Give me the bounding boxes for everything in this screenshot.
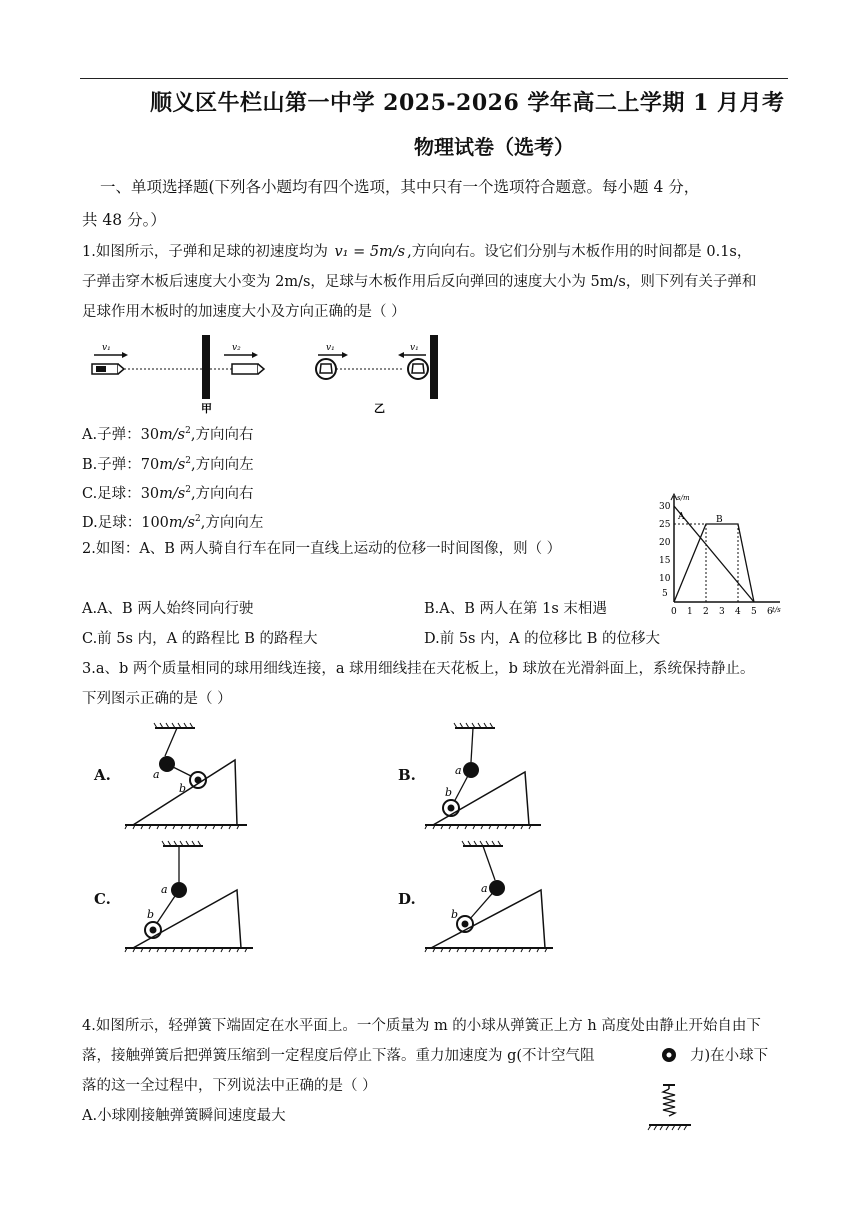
y-tick: 25 <box>659 520 671 530</box>
q2-st-graph <box>650 492 780 622</box>
v1-label: v₁ <box>410 343 419 353</box>
option-unit: m/s <box>159 456 186 473</box>
ball-b-label: b <box>147 908 155 921</box>
q4-option-a[interactable]: A.小球刚接触弹簧瞬间速度最大 <box>82 1108 286 1124</box>
q2-option-d[interactable]: D.前 5s 内，A 的位移比 B 的位移大 <box>424 631 661 647</box>
q3-fig-b <box>425 720 565 830</box>
section-heading: 一、单项选择题(下列各小题均有四个选项，其中只有一个选项符合题意。每小题 4 分， <box>100 178 700 196</box>
line-b <box>674 524 754 602</box>
q3-fig-c-label[interactable]: C. <box>94 890 111 908</box>
option-suffix: ,方向向右 <box>190 426 254 443</box>
q1-stem-part: 1.如图所示，子弹和足球的初速度均为 <box>82 244 328 260</box>
q1-stem-line1 <box>82 243 751 261</box>
q3-stem-line1: 3.a、b 两个质量相同的球用细线连接，a 球用细线挂在天花板上，b 球放在光滑斜面上，系统保持静止。 <box>82 661 755 677</box>
option-suffix: ,方向向左 <box>200 514 264 531</box>
q1-stem-part: ,方向向右。设它们分别与木板作用的时间都是 0.1s， <box>407 244 752 260</box>
q2-option-c[interactable]: C.前 5s 内，A 的路程比 B 的路程大 <box>82 631 318 647</box>
q2-option-a[interactable]: A.A、B 两人始终同向行驶 <box>82 601 254 617</box>
x-tick: 6 <box>767 607 773 617</box>
y-tick: 30 <box>659 502 671 512</box>
q4-stem-line2b: 力)在小球下 <box>690 1048 769 1064</box>
wood-board <box>430 335 438 399</box>
v1-label: v₁ <box>102 343 111 353</box>
q1-figure <box>84 333 464 413</box>
option-value: 100 <box>141 514 169 531</box>
q1-option-a[interactable]: A.子弹：$30m/s^2$,方向向右 <box>82 426 254 443</box>
q2-stem: 2.如图：A、B 两人骑自行车在同一直线上运动的位移一时间图像，则（ ） <box>82 541 562 557</box>
line-a <box>674 506 754 602</box>
ball-a-label: a <box>153 768 160 781</box>
q3-fig-a-label[interactable]: A. <box>94 766 111 784</box>
option-prefix: D.足球： <box>82 514 142 531</box>
option-suffix: ,方向向右 <box>190 485 254 502</box>
q1-stem-line2: 子弹击穿木板后速度大小变为 2m/s，足球与木板作用后反向弹回的速度大小为 5m/s，则下列有关子弹和 <box>82 274 757 290</box>
q4-spring-figure <box>645 1045 695 1135</box>
fig-label-jia: 甲 <box>201 402 212 415</box>
option-suffix: ,方向向左 <box>191 456 254 473</box>
option-unit: m/s <box>168 514 195 531</box>
football-icon <box>408 359 428 379</box>
section-heading-cont: 共 48 分。） <box>82 211 166 229</box>
label-a: A <box>678 512 685 522</box>
option-value: 30 <box>140 426 160 443</box>
x-axis-label: t/s <box>772 606 781 614</box>
y-tick: 15 <box>659 556 671 566</box>
q4-stem-line3: 落的这一全过程中，下列说法中正确的是（ ） <box>82 1078 377 1094</box>
q2-option-b[interactable]: B.A、B 两人在第 1s 末相遇 <box>424 601 607 617</box>
page-title: 顺义区牛栏山第一中学 2025-2026 学年高二上学期 1 月月考 <box>150 90 785 116</box>
x-tick: 4 <box>735 607 741 617</box>
y-tick: 20 <box>659 538 671 548</box>
x-tick: 5 <box>751 607 757 617</box>
option-prefix: B.子弹： <box>82 456 141 473</box>
x-tick: 2 <box>703 607 709 617</box>
option-prefix: C.足球： <box>82 485 141 502</box>
y-axis-label: s/m <box>677 494 690 502</box>
q1-option-d[interactable]: D.足球：$100m/s^2$,方向向左 <box>82 514 264 531</box>
x-tick: 0 <box>671 607 677 617</box>
option-value: 70 <box>140 456 160 473</box>
option-value: 30 <box>140 485 160 502</box>
label-b: B <box>716 515 723 525</box>
top-rule <box>80 78 788 79</box>
q3-fig-a <box>125 720 265 830</box>
x-tick: 1 <box>687 607 693 617</box>
ball-b-label: b <box>445 786 453 799</box>
option-unit: m/s <box>159 426 186 443</box>
bullet-icon <box>232 364 264 374</box>
q3-fig-d <box>425 838 565 953</box>
page-subtitle: 物理试卷（选考） <box>414 135 574 159</box>
v1-label: v₁ <box>326 343 335 353</box>
q1-option-c[interactable]: C.足球：$30m/s^2$,方向向右 <box>82 485 254 502</box>
v2-label: v₂ <box>232 343 241 353</box>
option-unit: m/s <box>159 485 186 502</box>
q3-fig-b-label[interactable]: B. <box>398 766 416 784</box>
incline <box>133 760 237 825</box>
option-prefix: A.子弹： <box>82 426 141 443</box>
y-tick: 5 <box>662 589 668 599</box>
wood-board <box>202 335 210 399</box>
q4-stem-line1: 4.如图所示，轻弹簧下端固定在水平面上。一个质量为 m 的小球从弹簧正上方 h 高度处由静止开始自由下 <box>82 1018 761 1034</box>
spring-icon <box>663 1085 675 1116</box>
q3-fig-d-label[interactable]: D. <box>398 890 416 908</box>
q4-stem-line2a: 落，接触弹簧后把弹簧压缩到一定程度后停止下落。重力加速度为 g(不计空气阻 <box>82 1048 595 1064</box>
fig-label-yi: 乙 <box>374 402 385 415</box>
ball-b-label: b <box>451 908 459 921</box>
y-tick: 10 <box>659 574 671 584</box>
q3-fig-c <box>125 838 265 953</box>
ball-b-label: b <box>179 782 187 795</box>
q1-option-b[interactable]: B.子弹：$70m/s^2$,方向向左 <box>82 456 254 473</box>
football-icon <box>316 359 336 379</box>
q1-stem-line3: 足球作用木板时的加速度大小及方向正确的是（ ） <box>82 304 406 320</box>
x-tick: 3 <box>719 607 725 617</box>
ball-a-label: a <box>161 883 168 896</box>
ball-a-label: a <box>481 882 488 895</box>
q3-stem-line2: 下列图示正确的是（ ） <box>82 691 232 707</box>
ball-a-label: a <box>455 764 462 777</box>
q1-velocity-math: v₁ = 5m/s <box>334 244 406 260</box>
bullet-icon <box>92 364 124 374</box>
